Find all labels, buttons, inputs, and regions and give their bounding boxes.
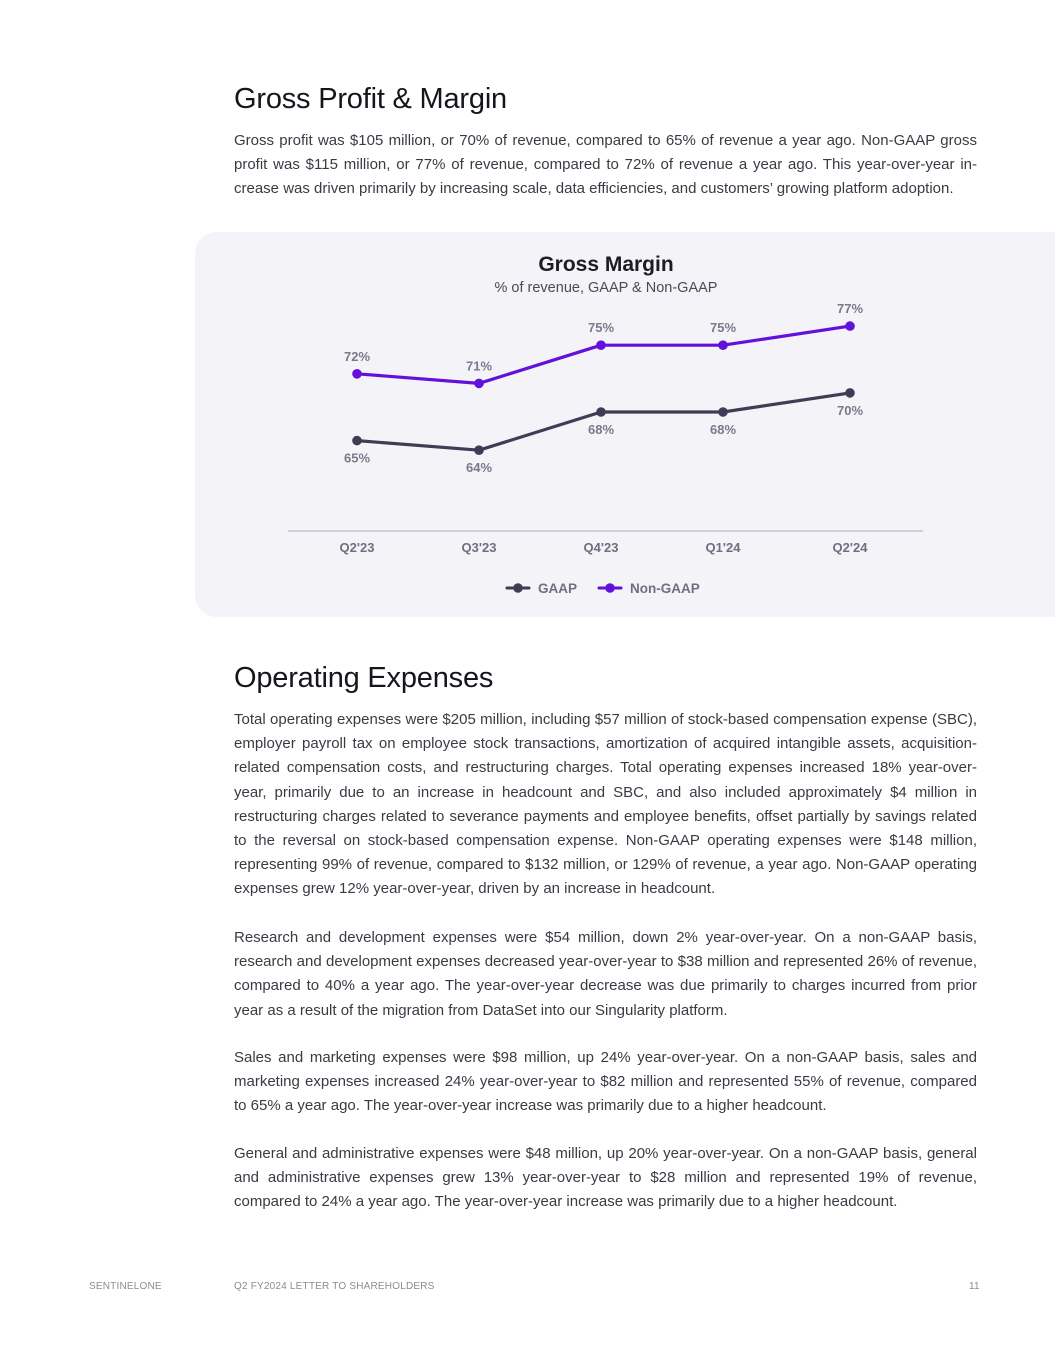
chart-title: Gross Margin	[538, 253, 674, 276]
x-tick-label: Q1'24	[705, 540, 741, 555]
x-tick-label: Q2'23	[339, 540, 375, 555]
gross-margin-chart-panel	[195, 232, 1055, 617]
chart-legend	[507, 581, 700, 596]
legend-label-gaap: GAAP	[538, 581, 578, 596]
data-point-non-gaap	[352, 369, 362, 379]
data-point-non-gaap	[596, 340, 606, 350]
chart-subtitle: % of revenue, GAAP & Non-GAAP	[494, 280, 718, 296]
data-label-non-gaap: 75%	[709, 320, 737, 336]
legend-swatch-marker-non-gaap	[605, 583, 615, 593]
data-label-gaap: 65%	[343, 450, 371, 466]
data-label-gaap: 64%	[465, 460, 493, 476]
opex-paragraph-total: Total operating expenses were $205 million, including $57 million of stock-based compensation expense (SBC), employer payroll tax on employee stock transactions, amortization of acquired intangible assets, acquisition-related compensation costs, and restructuring charges. Total operating expenses increased 18% year-over-year, primarily due to an increase in headcount and SBC, and also included approximately $4 million in restructuring charges related to severance payments and employee benefits, offset partially by savings related to the reversal on stock-based compensation expense. Non-GAAP operating expenses were $148 million, representing 99% of revenue, compared to $132 million, or 129% of revenue, a year ago. Non-GAAP operating expenses grew 12% year-over-year, driven by an increase in headcount.	[234, 711, 977, 898]
data-point-gaap	[596, 407, 606, 417]
data-label-gaap: 68%	[587, 422, 615, 437]
data-label-non-gaap: 75%	[587, 320, 615, 336]
footer-brand: SENTINELONE	[89, 1281, 162, 1292]
data-label-non-gaap: 72%	[343, 348, 371, 364]
opex-paragraph-rnd: Research and development expenses were $54 million, down 2% year-over-year. On a non-GAAP basis, research and development expenses decreased year-over-year to $38 million and represented 26% of revenue, compared to 40% a year ago. The year-over-year decrease was due primarily to charges incurred from prior year as a result of the migration from DataSet into our Singularity platform.	[234, 929, 977, 1019]
gross-profit-paragraph: Gross profit was $105 million, or 70% of revenue, compared to 65% of revenue a year ago. Non-GAAP gross profit was $115 million, or 77% of revenue, compared to 72% of revenue a year ago. This year-over-year increase was driven primarily by increasing scale, data efficiencies, and customers’ growing platform adoption.	[234, 132, 977, 198]
legend-swatch-marker-gaap	[513, 583, 523, 593]
footer-document-title: Q2 FY2024 LETTER TO SHAREHOLDERS	[234, 1281, 435, 1292]
data-label-non-gaap: 77%	[836, 301, 864, 317]
x-tick-label: Q3'23	[461, 540, 497, 555]
data-point-non-gaap	[718, 340, 728, 350]
data-point-non-gaap	[474, 379, 484, 389]
opex-paragraph-general-admin: General and administrative expenses were $48 million, up 20% year-over-year. On a non-GAAP basis, general and administrative expenses grew 13% year-over-year to $28 million and represented 19% of revenue, compared to 24% a year ago. The year-over-year increase was primarily due to a higher headcount.	[234, 1145, 977, 1211]
data-point-gaap	[474, 445, 484, 455]
legend-label-non-gaap: Non-GAAP	[630, 581, 700, 596]
data-point-gaap	[718, 407, 728, 417]
footer-page-number: 11	[969, 1281, 980, 1292]
data-point-gaap	[845, 388, 855, 398]
section-title-gross-profit: Gross Profit & Margin	[234, 83, 507, 115]
data-label-gaap: 70%	[836, 402, 864, 418]
data-label-non-gaap: 71%	[465, 358, 493, 374]
opex-paragraph-sales-marketing: Sales and marketing expenses were $98 million, up 24% year-over-year. On a non-GAAP basis, sales and marketing expenses increased 24% year-over-year to $82 million and represented 55% of revenue, compared to 65% a year ago. The year-over-year increase was primarily due to a higher headcount.	[234, 1049, 977, 1115]
x-tick-label: Q2'24	[832, 540, 868, 555]
data-point-gaap	[352, 436, 362, 446]
x-tick-label: Q4'23	[583, 540, 619, 555]
gross-margin-chart	[195, 232, 1055, 617]
data-label-gaap: 68%	[709, 422, 737, 437]
data-point-non-gaap	[845, 321, 855, 331]
section-title-operating-expenses: Operating Expenses	[234, 662, 494, 694]
